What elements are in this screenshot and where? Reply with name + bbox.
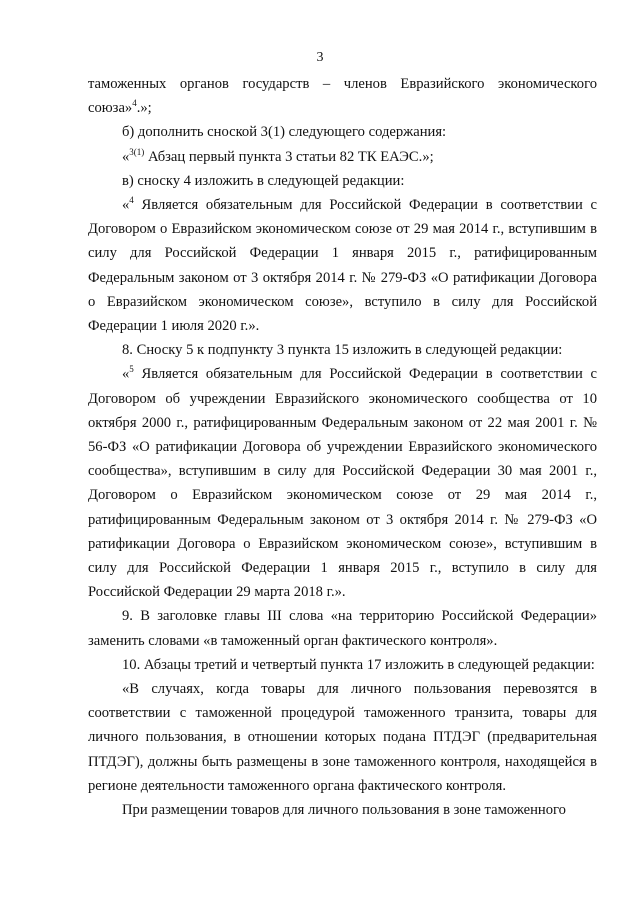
paragraph-footnote-3-1: «$^{3(1)}$ Абзац первый пункта 3 статьи 82 ТК ЕАЭС.»; [122, 146, 434, 165]
page-number: 3 [316, 50, 324, 65]
paragraph-quote-transit: «В случаях, когда товары для личного пользования перевозятся в соответствии с таможенной процедурой таможенного транзита, товары для личного пользования, в отношении которых подана ПТДЭГ (предварительная ПТДЭГ), должны быть размещены в зоне таможенного контроля, находящейся в регионе деятельности таможенного органа фактического контроля. [88, 681, 597, 794]
footnote-ref: 3(1) [129, 146, 145, 157]
footnote-ref: 4 [132, 98, 137, 109]
paragraph-amend-b: б) дополнить сноской 3(1) следующего содержания: [122, 124, 447, 141]
footnote-ref: 5 [129, 364, 134, 375]
paragraph-footnote-5: «$^5$ Является обязательным для Российской Федерации в соответствии с Договором об учреждении Евразийского экономического сообщества от 10 октября 2000 г., ратифицированным Федеральным законом от 22 мая 2001 г. № 56-ФЗ «О ратификации Договора об учреждении Евразийского экономического сообщества», вступившим в силу для Российской Федерации 30 мая 2001 г., Договором о Евразийском экономическом союзе от 29 мая 2014 г., ратифицированным Федеральным законом от 3 октября 2014 г. № 279-ФЗ «О ратификации Договора о Евразийском экономическом союзе», вступившим в силу для Российской Федерации 1 января 2015 г., вступило в силу для Российской Федерации 29 марта 2018 г.». [88, 364, 597, 601]
paragraph-footnote-4: «$^4$ Является обязательным для Российской Федерации в соответствии с Договором о Евразийском экономическом союзе от 29 мая 2014 г., вступившим в силу для Российской Федерации 1 января 2015 г., ратифицированным Федеральным законом от 3 октября 2014 г. № 279-ФЗ «О ратификации Договора о Евразийском экономическом союзе», вступило в силу для Российской Федерации 1 июля 2020 г.». [88, 195, 597, 335]
document-body [88, 72, 597, 822]
paragraph-continuation: таможенных органов государств – членов Евразийского экономического союза»$^4$.»; [88, 76, 597, 117]
paragraph-item-9: 9. В заголовке главы III слова «на территорию Российской Федерации» заменить словами «в таможенный орган фактического контроля». [88, 608, 597, 649]
footnote-ref: 4 [129, 195, 134, 206]
paragraph-placement: При размещении товаров для личного пользования в зоне таможенного [122, 802, 566, 819]
paragraph-amend-v: в) сноску 4 изложить в следующей редакции: [122, 172, 405, 189]
paragraph-item-8: 8. Сноску 5 к подпункту 3 пункта 15 изложить в следующей редакции: [122, 342, 563, 359]
paragraph-item-10: 10. Абзацы третий и четвертый пункта 17 изложить в следующей редакции: [122, 656, 595, 673]
